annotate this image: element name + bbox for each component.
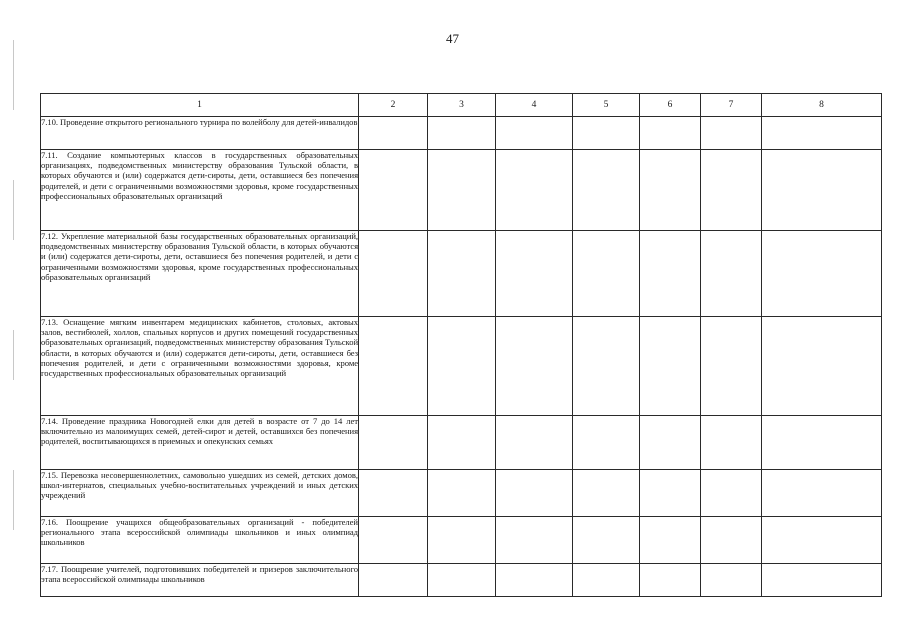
empty-cell <box>359 117 428 150</box>
data-table <box>40 93 882 597</box>
empty-cell <box>359 564 428 597</box>
empty-cell <box>640 517 701 564</box>
empty-cell <box>496 150 573 231</box>
empty-cell <box>573 470 640 517</box>
empty-cell <box>359 517 428 564</box>
row-description: 7.12. Укрепление материальной базы государственных образовательных организаций, подведомственных министерству образования Тульской области, в которых обучаются и (или) содержатся дети-сироты, дети, оставшиеся без попечения родителей, и дети с ограниченными возможностями здоровья, кроме государственных профессиональных образовательных организаций <box>41 231 359 317</box>
empty-cell <box>573 117 640 150</box>
empty-cell <box>428 517 496 564</box>
row-description: 7.11. Создание компьютерных классов в государственных образовательных организациях, подведомственных министерству образования Тульской области, в которых обучаются и (или) содержатся дети-сироты, дети, оставшиеся без попечения родителей, и дети с ограниченными возможностями здоровья, кроме государственных профессиональных образовательных организаций <box>41 150 359 231</box>
empty-cell <box>428 416 496 470</box>
empty-cell <box>496 231 573 317</box>
row-description: 7.15. Перевозка несовершеннолетних, самовольно ушедших из семей, детских домов, школ-интернатов, специальных учебно-воспитательных учреждений и иных детских учреждений <box>41 470 359 517</box>
empty-cell <box>496 517 573 564</box>
empty-cell <box>762 117 882 150</box>
empty-cell <box>701 517 762 564</box>
empty-cell <box>573 517 640 564</box>
empty-cell <box>359 150 428 231</box>
empty-cell <box>573 564 640 597</box>
empty-cell <box>428 317 496 416</box>
table-row <box>41 470 882 517</box>
column-header: 7 <box>701 94 762 117</box>
empty-cell <box>496 564 573 597</box>
column-header: 2 <box>359 94 428 117</box>
empty-cell <box>640 117 701 150</box>
row-description: 7.17. Поощрение учителей, подготовивших победителей и призеров заключительного этапа всероссийской олимпиады школьников <box>41 564 359 597</box>
column-header: 6 <box>640 94 701 117</box>
binding-margin-line <box>13 470 14 530</box>
empty-cell <box>701 416 762 470</box>
binding-margin-line <box>13 180 14 240</box>
empty-cell <box>701 564 762 597</box>
binding-margin-line <box>13 330 14 380</box>
binding-margin-line <box>13 40 14 110</box>
table-row <box>41 117 882 150</box>
column-header: 3 <box>428 94 496 117</box>
empty-cell <box>762 231 882 317</box>
column-header: 4 <box>496 94 573 117</box>
table-row <box>41 564 882 597</box>
empty-cell <box>496 117 573 150</box>
empty-cell <box>428 564 496 597</box>
empty-cell <box>359 416 428 470</box>
table-row <box>41 231 882 317</box>
empty-cell <box>701 470 762 517</box>
table-header-row <box>41 94 882 117</box>
empty-cell <box>359 231 428 317</box>
empty-cell <box>762 564 882 597</box>
empty-cell <box>428 150 496 231</box>
empty-cell <box>496 317 573 416</box>
table-row <box>41 517 882 564</box>
empty-cell <box>701 150 762 231</box>
empty-cell <box>573 317 640 416</box>
empty-cell <box>640 564 701 597</box>
empty-cell <box>762 317 882 416</box>
empty-cell <box>640 470 701 517</box>
empty-cell <box>762 517 882 564</box>
empty-cell <box>701 317 762 416</box>
empty-cell <box>428 470 496 517</box>
empty-cell <box>762 470 882 517</box>
empty-cell <box>762 416 882 470</box>
empty-cell <box>573 150 640 231</box>
empty-cell <box>428 231 496 317</box>
empty-cell <box>573 231 640 317</box>
row-description: 7.16. Поощрение учащихся общеобразовательных организаций - победителей регионального этапа всероссийской олимпиады школьников и иных олимпиад школьников <box>41 517 359 564</box>
empty-cell <box>701 231 762 317</box>
column-header: 5 <box>573 94 640 117</box>
table-row <box>41 150 882 231</box>
column-header: 1 <box>41 94 359 117</box>
empty-cell <box>573 416 640 470</box>
table-row <box>41 416 882 470</box>
empty-cell <box>640 150 701 231</box>
table-row <box>41 317 882 416</box>
empty-cell <box>496 470 573 517</box>
empty-cell <box>640 317 701 416</box>
empty-cell <box>359 317 428 416</box>
page-number: 47 <box>446 31 459 46</box>
column-header: 8 <box>762 94 882 117</box>
row-description: 7.10. Проведение открытого регионального турнира по волейболу для детей-инвалидов <box>41 117 359 150</box>
empty-cell <box>701 117 762 150</box>
empty-cell <box>640 231 701 317</box>
empty-cell <box>762 150 882 231</box>
row-description: 7.14. Проведение праздника Новогодней елки для детей в возрасте от 7 до 14 лет включительно из малоимущих семей, детей-сирот и детей, оставшихся без попечения родителей, воспитывающихся в приемных и опекунских семьях <box>41 416 359 470</box>
empty-cell <box>496 416 573 470</box>
empty-cell <box>359 470 428 517</box>
row-description: 7.13. Оснащение мягким инвентарем медицинских кабинетов, столовых, актовых залов, вестибюлей, холлов, спальных корпусов и других помещений государственных образовательных организаций, подведомственных министерству образования Тульской области, в которых обучаются и (или) содержатся дети-сироты, дети, оставшиеся без попечения родителей, и дети с ограниченными возможностями здоровья, кроме государственных профессиональных образовательных организаций <box>41 317 359 416</box>
empty-cell <box>428 117 496 150</box>
empty-cell <box>640 416 701 470</box>
